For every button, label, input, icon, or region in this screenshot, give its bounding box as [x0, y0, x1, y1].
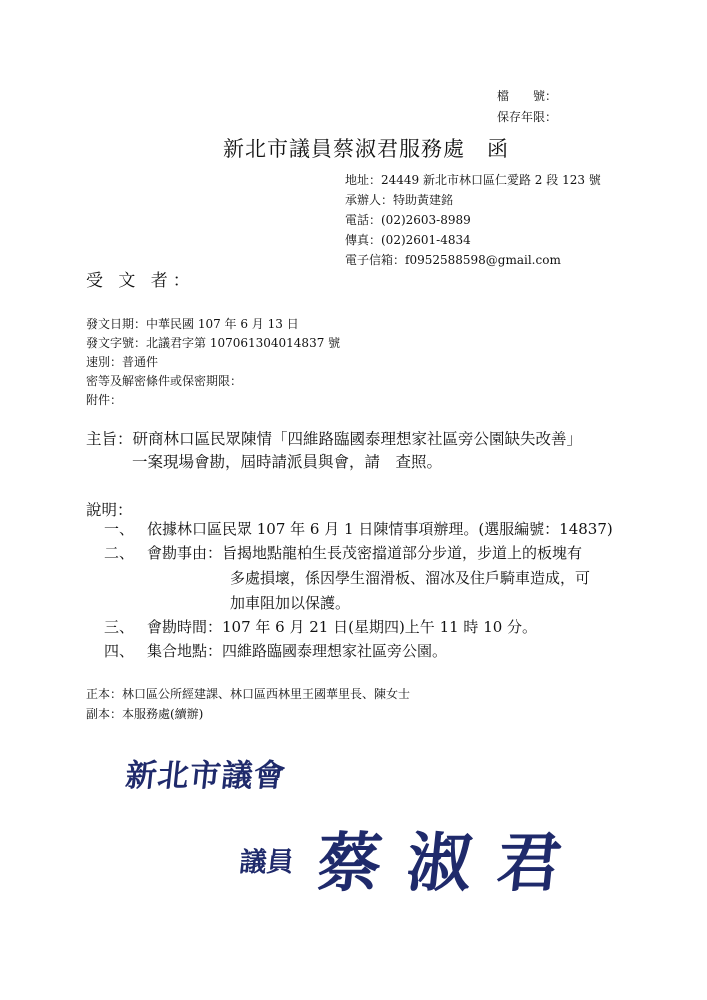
item-text: 多處損壞，係因學生溜滑板、溜冰及住戶騎車造成，可	[230, 569, 591, 587]
secrecy-level: 密等及解密條件或保密期限：	[86, 374, 243, 388]
recipient-label: 受 文 者：	[86, 271, 195, 291]
archive-info	[497, 86, 557, 128]
copy-recipients: 副本：本服務處(續辦)	[86, 707, 204, 721]
subject-line-2: 一案現場會勘，屆時請派員與會，請 查照。	[132, 453, 443, 471]
item-text: 集合地點：四維路臨國泰理想家社區旁公園。	[147, 642, 448, 660]
document-meta	[86, 315, 340, 410]
explanation-heading: 說明：	[86, 501, 133, 519]
seal-council-name: 新北市議會	[123, 758, 288, 794]
subject-section	[86, 428, 582, 474]
item-text: 加車阻加以保護。	[230, 594, 351, 612]
retention-label: 保存年限：	[497, 110, 558, 124]
reference-number: 發文字號：北議君字第 107061304014837 號	[86, 336, 341, 350]
speed-class: 速別：普通件	[86, 355, 159, 369]
attachment-label: 附件：	[86, 393, 123, 407]
document-title: 新北市議員蔡淑君服務處 函	[223, 137, 509, 161]
distribution	[86, 684, 410, 724]
sender-phone: 電話：(02)2603-8989	[345, 213, 471, 227]
subject-line-1: 主旨：研商林口區民眾陳情「四維路臨國泰理想家社區旁公園缺失改善」	[86, 430, 583, 448]
original-recipients: 正本：林口區公所經建課、林口區西林里王國華里長、陳女士	[86, 687, 411, 701]
item-text: 會勘時間：107 年 6 月 21 日(星期四)上午 11 時 10 分。	[147, 618, 538, 636]
sender-handler: 承辦人：特助黃建銘	[345, 193, 454, 207]
sender-info	[345, 170, 601, 270]
issue-date: 發文日期：中華民國 107 年 6 月 13 日	[86, 317, 299, 331]
file-number-label: 檔 號：	[497, 89, 558, 103]
seal-councillor-name: 蔡淑君	[313, 827, 592, 901]
item-number: 二、	[104, 544, 135, 562]
sender-address: 地址：24449 新北市林口區仁愛路 2 段 123 號	[345, 173, 601, 187]
sender-fax: 傳真：(02)2601-4834	[345, 233, 471, 247]
item-text: 依據林口區民眾 107 年 6 月 1 日陳情事項辦理。(選服編號：14837)	[147, 520, 613, 538]
item-text: 會勘事由：旨揭地點龍柏生長茂密擋道部分步道，步道上的板塊有	[147, 544, 583, 562]
item-number: 四、	[104, 642, 135, 660]
item-number: 三、	[104, 618, 135, 636]
sender-email: 電子信箱：f0952588598@gmail.com	[345, 253, 561, 267]
seal-title: 議員	[238, 847, 296, 878]
item-number: 一、	[104, 520, 135, 538]
